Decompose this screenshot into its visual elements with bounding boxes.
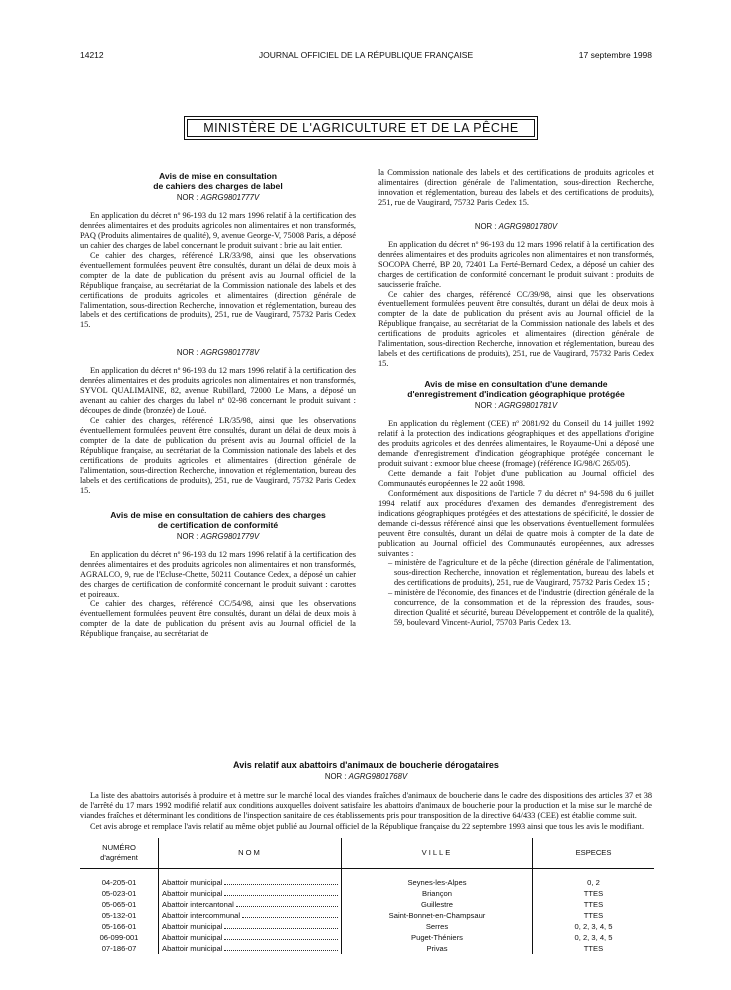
list-item: – ministère de l'agriculture et de la pêche (direction générale de l'alimentation, sous-direction Recherche, innovation et réglementation, bureau des labels et des certifications de produits), 251, rue de Vaugirard, 75732 Paris Cedex 15 ; xyxy=(388,558,654,588)
nor-reference: NOR : AGRG9801779V xyxy=(176,531,260,541)
paragraph: Cet avis abroge et remplace l'avis relatif au même objet publié au Journal officiel de la République française du 22 septembre 1993 ainsi que tous les avis le modifiant. xyxy=(90,821,645,831)
paragraph: En application du décret nº 96-193 du 12 mars 1996 relatif à la certification des denrées alimentaires et des produits agricoles non alimentaires et non transformés, PAQ (Produits alimentaires de qualité), 9, avenue George-V, 75008 Paris, a déposé un cahier des charges de label concernant le produit suivant : brie au lait entier. xyxy=(80,210,356,250)
column-header-nom: NOM xyxy=(159,838,342,869)
cell-ville: Puget-Théniers xyxy=(342,932,533,943)
cell-numero: 07-186-07 xyxy=(80,943,159,954)
table-row xyxy=(80,943,654,954)
cell-nom: Abattoir municipal xyxy=(159,943,342,954)
paragraph: Ce cahier des charges, référencé CC/39/98, ainsi que les observations éventuellement formulées peuvent être consultés, durant un délai de deux mois à compter de la date de publication du présent avis au Journal officiel de la République française, au secrétariat de la Commission nationale des labels et des certifications de produits agricoles et alimentaires (direction générale de l'alimentation, sous-direction Recherche, innovation et réglementation, bureau des labels et des certifications de produits), 251, rue de Vaugirard, 75732 Paris Cedex 15. xyxy=(378,289,654,369)
nor-reference: NOR : AGRG9801780V xyxy=(474,221,558,231)
cell-especes: TTES xyxy=(583,899,604,909)
article-title: Avis relatif aux abattoirs d'animaux de boucherie dérogataires xyxy=(233,760,499,770)
list-item: – ministère de l'économie, des finances et de l'industrie (direction générale de la concurrence, de la consommation et de la répression des fraudes, sous-direction Qualité et sécurité, bureau Développement et contrôle de la qualité), 59, boulevard Vincent-Auriol, 75703 Paris Cedex 13. xyxy=(388,588,654,628)
cell-ville: Briançon xyxy=(342,888,533,899)
table-row xyxy=(80,888,654,899)
paragraph: Cette demande a fait l'objet d'une publication au Journal officiel des Communautés européennes le 22 août 1998. xyxy=(378,468,654,488)
table-header-row xyxy=(80,838,654,869)
cell-numero: 05-065-01 xyxy=(80,899,159,910)
cell-especes: TTES xyxy=(583,910,604,920)
abattoirs-table xyxy=(80,838,654,954)
cell-nom: Abattoir municipal xyxy=(159,888,342,899)
page-number: 14212 xyxy=(80,50,104,60)
paragraph: La liste des abattoirs autorisés à produire et à mettre sur le marché local des viandes fraîches d'animaux de boucherie dans le cadre des dispositions des articles 37 et 38 de l'arrêté du 17 mars 1992 modifié relatif aux conditions auxquelles doivent satisfaire les abattoirs d'animaux de boucherie pour la production et la mise sur le marché de viandes fraîches et déterminant les conditions de l'inspection sanitaire de ces établissements pris pour transposition de la directive 64/433 (CEE) est établie comme suit. xyxy=(80,791,652,821)
cell-numero: 06-099-001 xyxy=(80,932,159,943)
cell-numero: 05-023-01 xyxy=(80,888,159,899)
paragraph: Conformément aux dispositions de l'article 7 du décret nº 94-598 du 6 juillet 1994 relatif aux procédures d'examen des demandes d'enregistrement des indications géographiques protégées et des attestations de spécificité, le dossier de demande ci-dessus référencé ainsi que les observations éventuellement formulées peuvent être consultés, durant un délai de quatre mois à compter de la date de publication au Journal officiel des Communautés européennes, aux adresses suivantes : xyxy=(378,488,654,558)
paragraph: Ce cahier des charges, référencé LR/35/98, ainsi que les observations éventuellement formulées peuvent être consultés, durant un délai de deux mois à compter de la date de publication du présent avis au Journal officiel de la République française, au secrétariat de la Commission nationale des labels et des certifications de produits agricoles et alimentaires (direction générale de l'alimentation, sous-direction Recherche, innovation et réglementation, bureau des labels et des certifications de produits), 251, rue de Vaugirard, 75732 Paris Cedex 15. xyxy=(80,416,356,495)
ministry-box xyxy=(184,116,538,140)
journal-title: JOURNAL OFFICIEL DE LA RÉPUBLIQUE FRANÇAISE xyxy=(258,50,474,60)
paragraph: la Commission nationale des labels et des certifications de produits agricoles et alimentaires (direction générale de l'alimentation, sous-direction Recherche, innovation et réglementation, bureau des labels et des certifications de produits), 251, rue de Vaugirard, 75732 Paris Cedex 15. xyxy=(378,168,654,207)
table-row xyxy=(80,877,654,888)
cell-numero: 04-205-01 xyxy=(80,877,159,888)
page-header xyxy=(80,50,652,64)
cell-ville: Guillestre xyxy=(342,899,533,910)
table-row xyxy=(80,932,654,943)
cell-nom: Abattoir municipal xyxy=(159,932,342,943)
nor-reference: NOR : AGRG9801777V xyxy=(176,193,260,202)
cell-numero: 05-166-01 xyxy=(80,921,159,932)
cell-ville: Privas xyxy=(342,943,533,954)
table-row xyxy=(80,910,654,921)
nor-reference: NOR : AGRG9801768V xyxy=(324,772,408,781)
cell-ville: Serres xyxy=(342,921,533,932)
abattoirs-notice xyxy=(80,756,652,832)
paragraph: Ce cahier des charges, référencé LR/33/98, ainsi que les observations éventuellement formulées peuvent être consultés, durant un délai de deux mois à compter de la date de publication du présent avis au Journal officiel de la République française, au secrétariat de la Commission nationale des labels et des certifications de produits agricoles et alimentaires (direction générale de l'alimentation, sous-direction Recherche, innovation et réglementation, bureau des labels et des certifications de produits), 251, rue de Vaugirard, 75732 Paris Cedex 15. xyxy=(80,250,356,330)
cell-especes: 0, 2, 3, 4, 5 xyxy=(574,932,613,942)
left-column xyxy=(80,167,356,639)
paragraph: En application du décret nº 96-193 du 12 mars 1996 relatif à la certification des denrées alimentaires et des produits agricoles non alimentaires et non transformés, SOCOPA Cherré, BP 20, 72401 La Ferté-Bernard Cedex, a déposé un cahier des charges de certification de conformité concernant le produit suivant : produits de saucisserie fraîche. xyxy=(378,239,654,289)
cell-especes: TTES xyxy=(583,888,604,898)
paragraph: En application du règlement (CEE) nº 2081/92 du Conseil du 14 juillet 1992 relatif à la protection des indications géographiques et des appellations d'origine des produits agricoles et des denrées alimentaires, le Royaume-Uni a déposé une demande d'enregistrement d'indication géographique protégée concernant le produit suivant : exmoor blue cheese (fromage) (référence IG/98/C 265/05). xyxy=(378,419,654,468)
column-header-numero: NUMÉRO d'agrément xyxy=(80,838,159,869)
cell-nom: Abattoir municipal xyxy=(159,921,342,932)
table-row xyxy=(80,899,654,910)
article-title: Avis de mise en consultation d'une demande d'enregistrement d'indication géographique protégée xyxy=(407,379,625,400)
cell-nom: Abattoir intercantonal xyxy=(159,899,342,910)
paragraph: En application du décret nº 96-193 du 12 mars 1996 relatif à la certification des denrées alimentaires et des produits agricoles non alimentaires et non transformés, AGRALCO, 9, rue de l'Ecluse-Chette, 50211 Coutance Cedex, a déposé un cahier des charges de certification de conformité concernant le produit suivant : carottes et poireaux. xyxy=(80,549,356,599)
article-title: Avis de mise en consultation de cahiers des charges de certification de conformité xyxy=(110,509,326,530)
cell-especes: 0, 2 xyxy=(587,877,600,887)
cell-especes: 0, 2, 3, 4, 5 xyxy=(574,921,613,931)
nor-reference: NOR : AGRG9801781V xyxy=(474,401,558,411)
column-header-ville: VILLE xyxy=(342,838,533,869)
cell-ville: Saint-Bonnet-en-Champsaur xyxy=(342,910,533,921)
cell-numero: 05-132-01 xyxy=(80,910,159,921)
cell-especes: TTES xyxy=(583,943,604,953)
table-row xyxy=(80,921,654,932)
ministry-title: MINISTÈRE DE L'AGRICULTURE ET DE LA PÊCHE xyxy=(187,119,535,137)
right-column xyxy=(378,168,654,628)
nor-reference: NOR : AGRG9801778V xyxy=(176,348,260,358)
cell-ville: Seynes-les-Alpes xyxy=(342,877,533,888)
paragraph: En application du décret nº 96-193 du 12 mars 1996 relatif à la certification des denrées alimentaires et des produits agricoles non alimentaires et non transformés, SYVOL QUALIMAINE, 82, avenue Rubillard, 72000 Le Mans, a déposé un avenant au cahier des charges du label nº 02-98 concernant le produit suivant : découpes de dinde (bronzée) de Loué. xyxy=(80,366,356,416)
publication-date: 17 septembre 1998 xyxy=(578,50,652,60)
article-title: Avis de mise en consultation de cahiers des charges de label xyxy=(153,171,283,191)
address-list xyxy=(378,558,654,628)
column-header-especes: ESPECES xyxy=(533,838,655,869)
paragraph: Ce cahier des charges, référencé CC/54/98, ainsi que les observations éventuellement formulées peuvent être consultés, durant un délai de deux mois à compter de la date de publication du présent avis au Journal officiel de la République française, au secrétariat de xyxy=(80,599,356,639)
cell-nom: Abattoir intercommunal xyxy=(159,910,342,921)
cell-nom: Abattoir municipal xyxy=(159,877,342,888)
